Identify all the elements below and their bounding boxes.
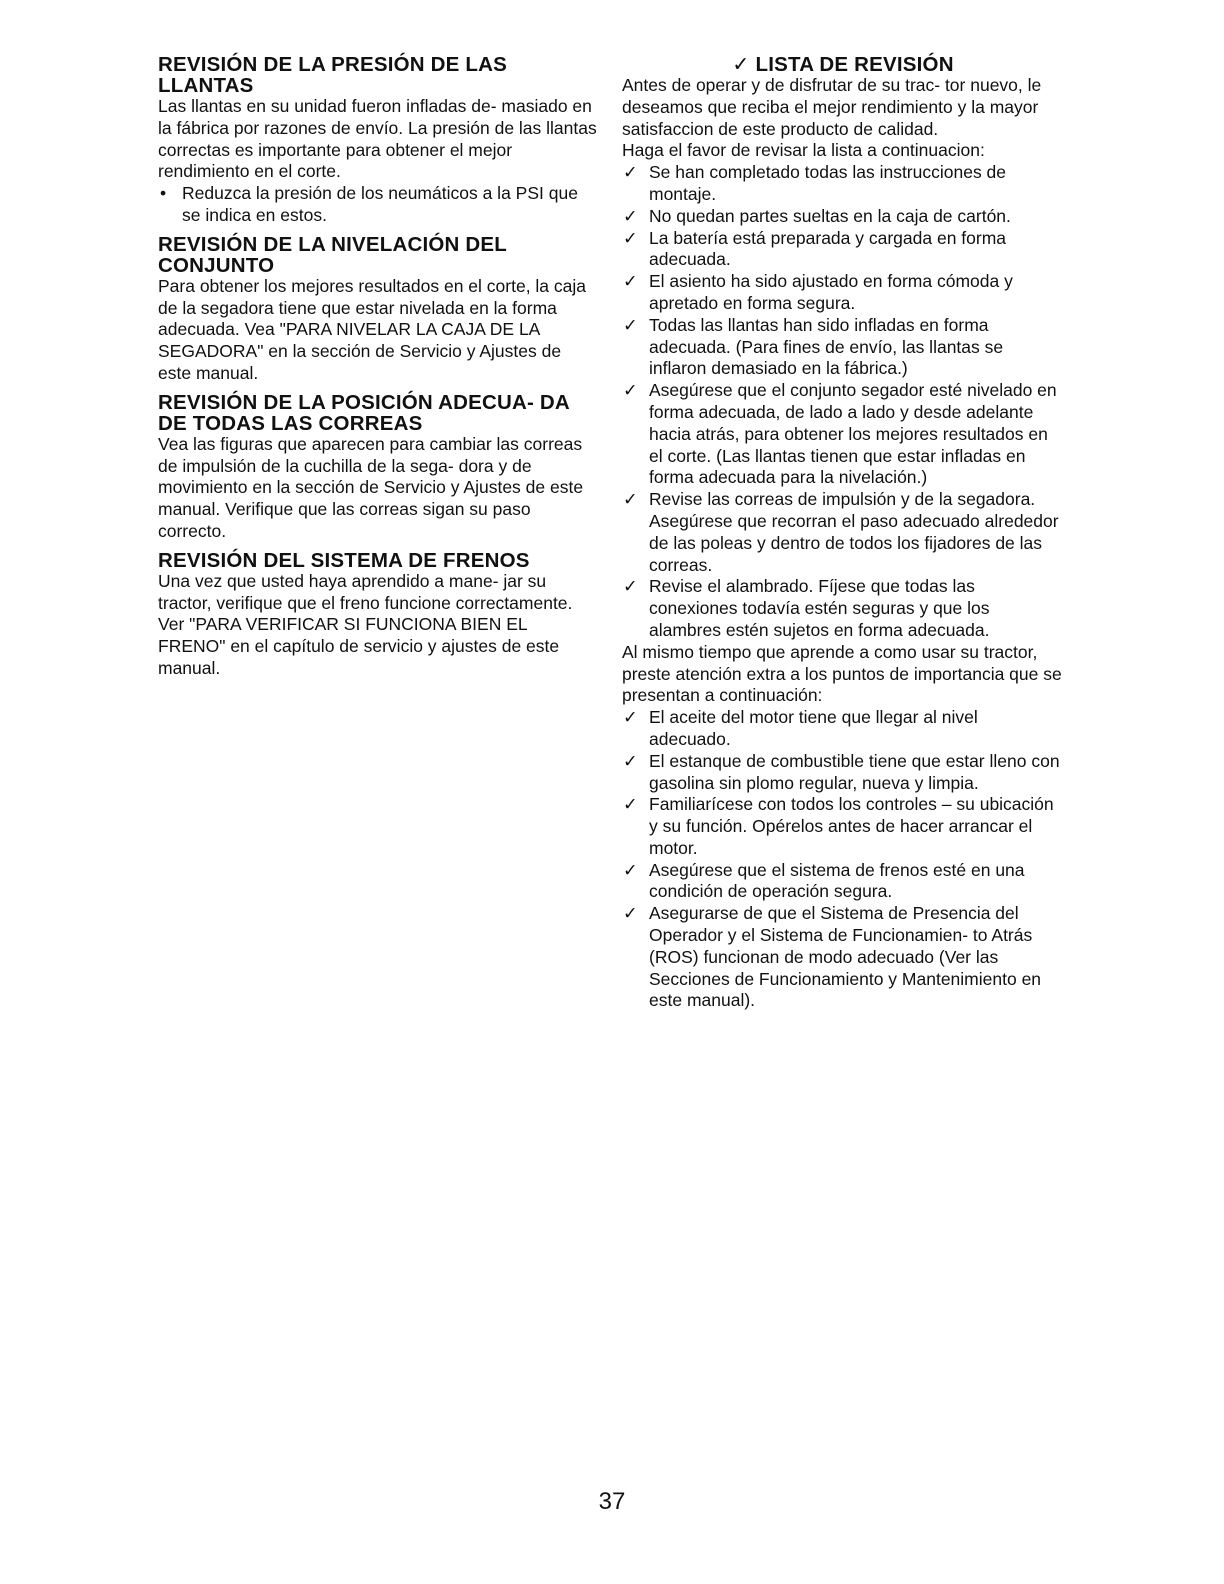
right-column	[622, 54, 1064, 1012]
checklist-item-text: Se han completado todas las instrucciones de montaje.	[649, 162, 1007, 204]
checklist-item	[622, 162, 1064, 206]
section-heading: REVISIÓN DE LA NIVELACIÓN DEL CONJUNTO	[158, 232, 507, 277]
section-belt-position	[158, 392, 598, 543]
checklist-item-text: El aceite del motor tiene que llegar al nivel adecuado.	[649, 707, 978, 749]
checkmark-icon: ✓	[623, 489, 638, 510]
checklist-assembly	[622, 162, 1064, 642]
checkmark-icon: ✓	[623, 576, 638, 597]
checklist-item-text: Familiarícese con todos los controles – su ubicación y su función. Opérelos antes de hacer arrancar el motor.	[649, 794, 1054, 858]
checklist-item-text: La batería está preparada y cargada en forma adecuada.	[649, 227, 1007, 270]
checklist-item	[622, 271, 1064, 315]
section-heading: REVISIÓN DE LA POSICIÓN ADECUA- DA DE TODAS LAS CORREAS	[158, 390, 570, 435]
section-body: Una vez que usted haya aprendido a mane- jar su tractor, verifique que el freno funcione correctamente. Ver "PARA VERIFICAR SI FUNCIONA BIEN EL FRENO" en el capítulo de servicio y ajustes de este manual.	[158, 570, 573, 678]
checkmark-icon: ✓	[623, 750, 638, 771]
checkmark-icon: ✓	[623, 227, 638, 248]
checkmark-icon: ✓	[623, 205, 638, 226]
checkmark-icon: ✓	[623, 314, 638, 335]
checkmark-icon: ✓	[623, 859, 638, 880]
checkmark-icon: ✓	[623, 271, 638, 292]
checkmark-icon: ✓	[623, 162, 638, 183]
checklist-item-text: Todas las llantas han sido infladas en forma adecuada. (Para fines de envío, las llantas se inflaron demasiado en la fábrica.)	[649, 314, 1004, 379]
checklist-heading: ✓ LISTA DE REVISIÓN	[732, 53, 954, 76]
checklist-intro: Antes de operar y de disfrutar de su trac- tor nuevo, le deseamos que reciba el mejor rendimiento y la mayor satisfaccion de este producto de calidad.	[622, 75, 1042, 139]
checklist-item-text: No quedan partes sueltas en la caja de cartón.	[649, 205, 1011, 226]
bullet-item	[158, 183, 598, 227]
checklist-item	[622, 380, 1064, 489]
checklist-item	[622, 489, 1064, 576]
checklist-item	[622, 794, 1064, 859]
checkmark-icon: ✓	[623, 794, 638, 815]
bullet-text: Reduzca la presión de los neumáticos a la PSI que se indica en estos.	[182, 183, 578, 225]
checkmark-icon: ✓	[623, 903, 638, 924]
checklist-item	[622, 228, 1064, 272]
checklist-item	[622, 751, 1064, 795]
section-heading: REVISIÓN DE LA PRESIÓN DE LAS LLANTAS	[158, 53, 508, 97]
checkmark-icon: ✓	[623, 707, 638, 728]
bullet-mark: •	[160, 183, 167, 204]
section-tire-pressure	[158, 54, 598, 227]
section-deck-leveling	[158, 234, 598, 385]
checklist-item-text: Revise las correas de impulsión y de la segadora. Asegúrese que recorran el paso adecuado alrededor de las poleas y dentro de todos los fijadores de las correas.	[649, 489, 1059, 575]
checklist-item	[622, 206, 1064, 228]
checklist-item	[622, 707, 1064, 751]
checklist-item-text: El asiento ha sido ajustado en forma cómoda y apretado en forma segura.	[649, 271, 1013, 313]
checklist-item-text: Asegúrese que el conjunto segador esté nivelado en forma adecuada, de lado a lado y desde adelante hacia atrás, para obtener los mejores resultados en el corte. (Las llantas tienen que estar infladas en forma adecuada para la nivelación.)	[649, 380, 1057, 488]
checklist-item-text: Revise el alambrado. Fíjese que todas las conexiones todavía estén seguras y que los alambres estén sujetos en forma adecuada.	[649, 576, 990, 640]
checklist-item-text: El estanque de combustible tiene que estar lleno con gasolina sin plomo regular, nueva y limpia.	[649, 750, 1060, 793]
checklist-item	[622, 903, 1064, 1012]
page-number: 37	[598, 1488, 626, 1515]
section-body: Las llantas en su unidad fueron infladas de- masiado en la fábrica por razones de envío. La presión de las llantas correctas es importante para obtener el mejor rendimiento en el corte.	[158, 96, 597, 182]
section-heading: REVISIÓN DEL SISTEMA DE FRENOS	[158, 548, 530, 572]
section-body: Vea las figuras que aparecen para cambiar las correas de impulsión de la cuchilla de la sega- dora y de movimiento en la sección de Servicio y Ajustes de este manual. Verifique que las correas sigan su paso correcto.	[158, 433, 584, 541]
checklist-item-text: Asegurarse de que el Sistema de Presencia del Operador y el Sistema de Funcionamien- to Atrás (ROS) funcionan de modo adecuado (Ver las Secciones de Funcionamiento y Mantenimiento en este manual).	[649, 903, 1042, 1011]
checklist-operation	[622, 707, 1064, 1012]
checklist-interlude: Al mismo tiempo que aprende a como usar su tractor, preste atención extra a los puntos de importancia que se presentan a continuación:	[622, 641, 1062, 706]
checklist-item-text: Asegúrese que el sistema de frenos esté en una condición de operación segura.	[649, 859, 1025, 902]
checklist-item	[622, 576, 1064, 641]
section-brake-system	[158, 550, 598, 680]
section-body: Para obtener los mejores resultados en el corte, la caja de la segadora tiene que estar nivelada en la forma adecuada. Vea "PARA NIVELAR LA CAJA DE LA SEGADORA" en la sección de Servicio y Ajustes de este manual.	[158, 275, 587, 383]
checklist-item	[622, 860, 1064, 904]
checkmark-icon: ✓	[623, 380, 638, 401]
left-column	[158, 54, 598, 687]
checklist-instruction: Haga el favor de revisar la lista a continuacion:	[622, 140, 985, 161]
checklist-item	[622, 315, 1064, 380]
